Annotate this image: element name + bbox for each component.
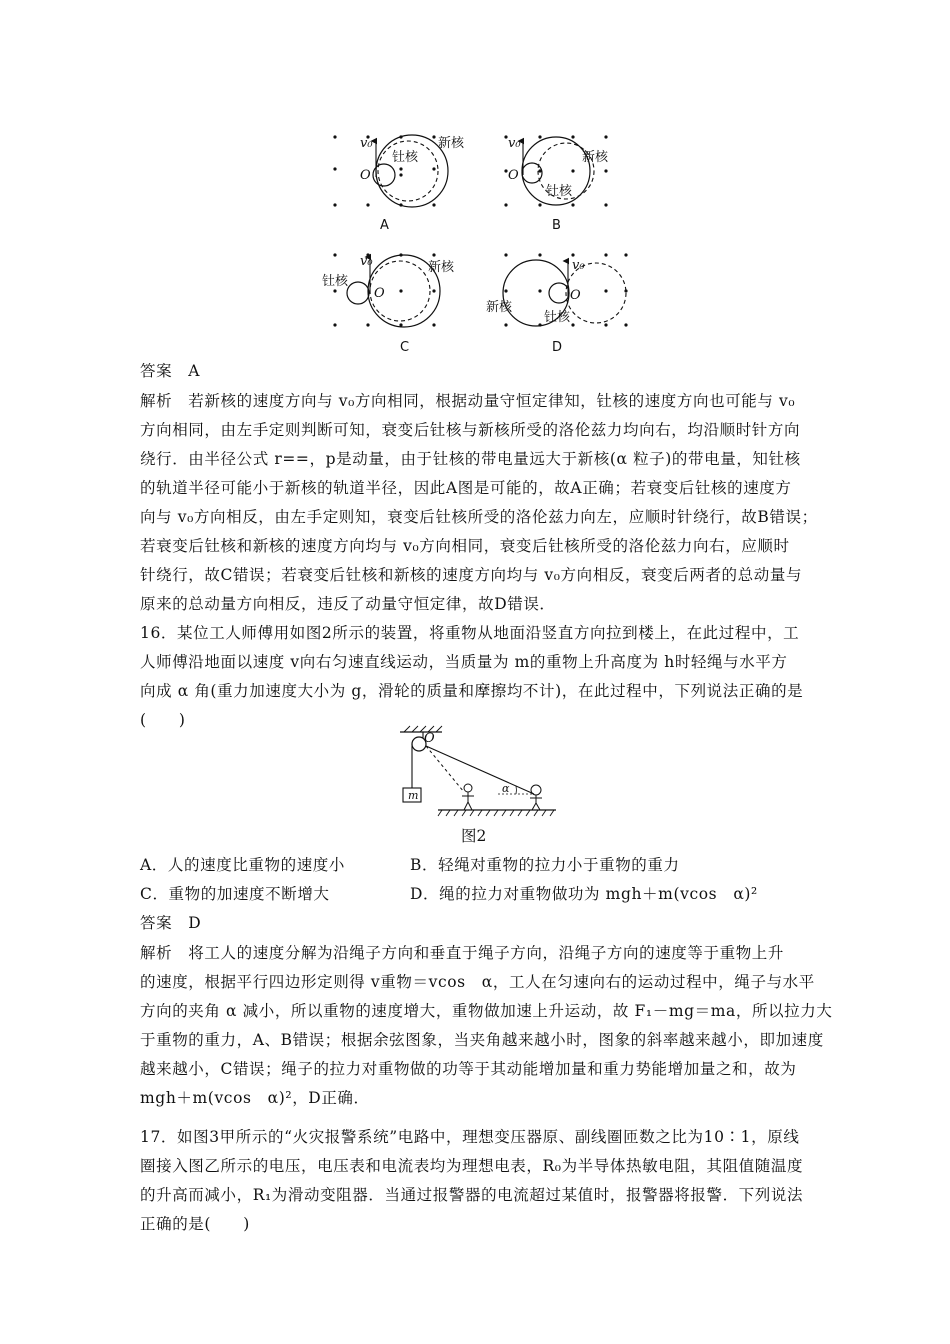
q17-stem-line: 正确的是( ) (140, 1215, 250, 1233)
q15-analysis-line: 向与 v₀方向相反，由左手定则知，衰变后钍核所受的洛伦兹力向左，应顺时针绕行，故B错误； (140, 508, 818, 526)
q15-analysis-line: 解析 若新核的速度方向与 v₀方向相同，根据动量守恒定律知，钍核的速度方向也可能与 v₀ (140, 392, 796, 410)
panel-d-thorium-label: 钍核 (544, 310, 571, 325)
pulley-svg (398, 722, 558, 822)
q16-analysis-line: 于重物的重力，A、B错误；根据余弦图象，当夹角越来越小时，图象的斜率越来越小，即加速度 (140, 1031, 824, 1049)
decay-trajectory-svg (320, 125, 640, 360)
q15-analysis-line: 方向相同，由左手定则判断可知，衰变后钍核与新核所受的洛伦兹力均向右，均沿顺时针方向 (140, 421, 801, 439)
panel-a (333, 135, 465, 233)
q16-stem-line: ( ) (140, 711, 186, 729)
panel-c-o-label: O (374, 286, 385, 301)
panel-d-new-nucleus-label: 新核 (486, 300, 513, 315)
q17-stem-line: 17．如图3甲所示的“火灾报警系统”电路中，理想变压器原、副线圈匝数之比为10∶1，原线 (140, 1128, 800, 1146)
pulley-o-label: O (424, 731, 435, 746)
q15-analysis-line: 绕行．由半径公式 r==，p是动量，由于钍核的带电量远大于新核(α 粒子)的带电量，知钍核 (140, 450, 801, 468)
pulley-figure (398, 722, 558, 822)
panel-b-thorium-label: 钍核 (546, 184, 573, 199)
q16-stem-line: 向成 α 角(重力加速度大小为 g，滑轮的质量和摩擦均不计)，在此过程中，下列说法正确的是 (140, 682, 804, 700)
q16-analysis-line: 解析 将工人的速度分解为沿绳子方向和垂直于绳子方向，沿绳子方向的速度等于重物上升 (140, 944, 785, 962)
q16-analysis-line: 的速度，根据平行四边形定则得 v重物＝vcos α，工人在匀速向右的运动过程中，绳子与水平 (140, 973, 815, 991)
q15-analysis-line: 原来的总动量方向相反，违反了动量守恒定律，故D错误． (140, 595, 556, 613)
q15-answer: 答案 A (140, 362, 201, 380)
panel-d-caption: D (552, 340, 563, 355)
panel-a-thorium-label: 钍核 (392, 150, 419, 165)
panel-c-caption: C (400, 340, 410, 355)
q16-analysis-line: mgh＋m(vcos α)²，D正确． (140, 1089, 370, 1107)
q17-stem-line: 的升高而减小，R₁为滑动变阻器．当通过报警器的电流超过某值时，报警器将报警．下列说法 (140, 1186, 804, 1204)
decay-trajectory-figure (320, 125, 640, 360)
q16-option-d: D．绳的拉力对重物做功为 mgh＋m(vcos α)² (410, 885, 758, 903)
q16-option-c: C．重物的加速度不断增大 (140, 885, 330, 903)
panel-c-v0-label: v₀ (360, 254, 373, 269)
panel-b (504, 135, 609, 233)
q16-analysis-line: 越来越小，C错误；绳子的拉力对重物做的功等于其动能增加量和重力势能增加量之和，故为 (140, 1060, 797, 1078)
panel-d-o-label: O (570, 288, 581, 303)
q15-analysis-line: 针绕行，故C错误；若衰变后钍核和新核的速度方向均与 v₀方向相反，衰变后两者的总动量与 (140, 566, 803, 584)
panel-a-new-nucleus-label: 新核 (438, 136, 465, 151)
mass-label: m (408, 789, 419, 802)
q16-answer: 答案 D (140, 914, 202, 932)
q15-analysis-line: 若衰变后钍核和新核的速度方向均与 v₀方向相同，衰变后钍核所受的洛伦兹力向右，应顺时 (140, 537, 790, 555)
panel-b-o-label: O (508, 168, 519, 183)
panel-c-thorium-label: 钍核 (322, 274, 349, 289)
q16-stem-line: 人师傅沿地面以速度 v向右匀速直线运动，当质量为 m的重物上升高度为 h时轻绳与水平方 (140, 653, 788, 671)
q16-option-b: B．轻绳对重物的拉力小于重物的重力 (410, 856, 680, 874)
panel-a-o-label: O (360, 168, 371, 183)
alpha-label: α (502, 782, 510, 795)
panel-c (322, 253, 455, 355)
panel-a-v0-label: v₀ (360, 136, 373, 151)
q16-analysis-line: 方向的夹角 α 减小，所以重物的速度增大，重物做加速上升运动，故 F₁－mg＝ma，所以拉力大 (140, 1002, 833, 1020)
panel-b-new-nucleus-label: 新核 (582, 150, 609, 165)
panel-d (486, 253, 628, 355)
panel-a-caption: A (380, 218, 389, 233)
panel-c-new-nucleus-label: 新核 (428, 260, 455, 275)
q16-option-a: A．人的速度比重物的速度小 (140, 856, 345, 874)
panel-d-v0-label: v₀ (572, 258, 585, 273)
panel-b-v0-label: v₀ (508, 136, 521, 151)
panel-b-caption: B (552, 218, 561, 233)
figure2-caption: 图2 (461, 827, 487, 845)
q15-analysis-line: 的轨道半径可能小于新核的轨道半径，因此A图是可能的，故A正确；若衰变后钍核的速度方 (140, 479, 792, 497)
q16-stem-line: 16．某位工人师傅用如图2所示的装置，将重物从地面沿竖直方向拉到楼上，在此过程中，工 (140, 624, 800, 642)
q17-stem-line: 圈接入图乙所示的电压，电压表和电流表均为理想电表，R₀为半导体热敏电阻，其阻值随温度 (140, 1157, 804, 1175)
